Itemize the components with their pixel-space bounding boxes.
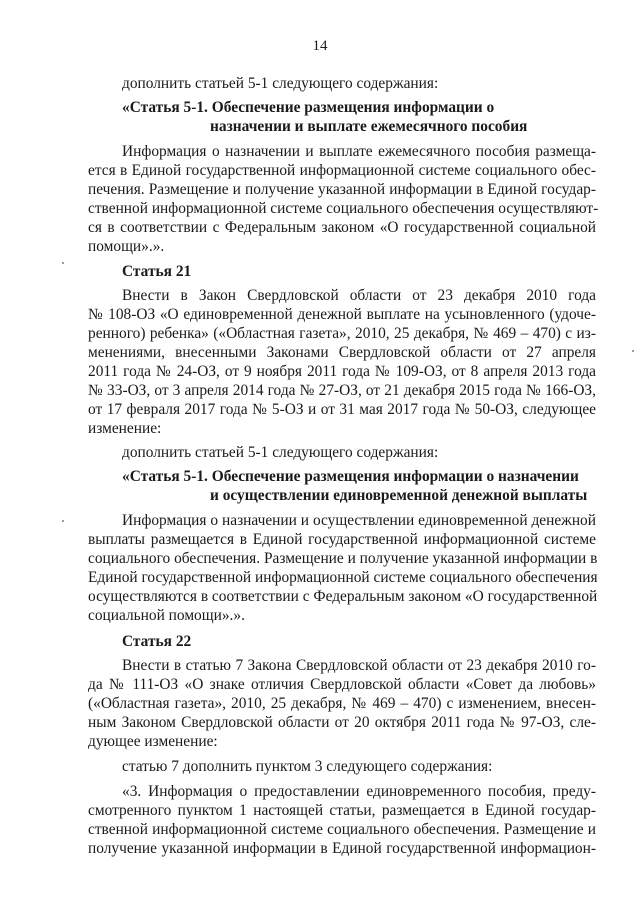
text-line: Внести в Закон Свердловской области от 23 декабря 2010 года (122, 287, 596, 304)
text-line: ется в Единой государственной информационной системе социального обес- (88, 162, 596, 179)
text-line: статью 7 дополнить пунктом 3 следующего содержания: (122, 758, 493, 775)
text-line: социального обеспечения. Размещение и получение указанной информации в (88, 550, 598, 567)
text-line: изменение: (88, 420, 162, 437)
text-line: да № 111-ОЗ «О знаке отличия Свердловской области «Совет да любовь» (88, 676, 596, 693)
text-line: от 17 февраля 2017 года № 5-ОЗ и от 31 мая 2017 года № 50-ОЗ, следующее (88, 401, 596, 418)
text-line: ным Законом Свердловской области от 20 октября 2011 года № 97-ОЗ, сле- (88, 714, 596, 731)
text-line: социальной помощи».». (88, 607, 245, 624)
text-line: смотренного пунктом 1 настоящей статьи, размещается в Единой государ- (88, 802, 596, 819)
text-line: ственной информационной системе социального обеспечения осуществляют- (88, 200, 599, 217)
text-line: № 33-ОЗ, от 3 апреля 2014 года № 27-ОЗ, от 21 декабря 2015 года № 166-ОЗ, (88, 382, 596, 399)
text-line: получение указанной информации в Единой государственной информацион- (88, 840, 596, 857)
text-line: помощи».». (88, 238, 165, 255)
text-line: Внести в статью 7 Закона Свердловской области от 23 декабря 2010 го- (122, 657, 596, 674)
page-number: 14 (312, 38, 328, 54)
text-line: «3. Информация о предоставлении единовременного пособия, преду- (122, 783, 596, 800)
article-heading: «Статья 5-1. Обеспечение размещения информации о (122, 99, 495, 116)
text-line: ренного) ребенка» («Областная газета», 2010, 25 декабря, № 469 – 470) с из- (88, 325, 596, 342)
text-line: 2011 года № 24-ОЗ, от 9 ноября 2011 года № 109-ОЗ, от 8 апреля 2013 года (88, 363, 596, 380)
text-line: дующее изменение: (88, 733, 218, 750)
text-line: ственной информационной системе социального обеспечения. Размещение и (88, 821, 596, 838)
article-title: Статья 22 (122, 633, 192, 650)
scan-speck (62, 520, 64, 522)
text-line: дополнить статьей 5-1 следующего содержания: (122, 75, 439, 92)
article-heading: назначении и выплате ежемесячного пособия (210, 118, 528, 135)
scan-speck (632, 350, 634, 352)
text-line: («Областная газета», 2010, 25 декабря, № 469 – 470) с изменением, внесен- (88, 695, 596, 712)
article-heading: «Статья 5-1. Обеспечение размещения информации о назначении (122, 468, 579, 485)
text-line: Единой государственной информационной системе социального обеспечения (88, 569, 598, 586)
text-line: менениями, внесенными Законами Свердловской области от 27 апреля (88, 344, 596, 361)
text-line: дополнить статьей 5-1 следующего содержания: (122, 444, 439, 461)
text-line: печения. Размещение и получение указанной информации в Единой государ- (88, 181, 596, 198)
scan-speck (62, 262, 64, 264)
article-heading: и осуществлении единовременной денежной выплаты (210, 487, 588, 504)
text-line: выплаты размещается в Единой государственной информационной системе (88, 531, 596, 548)
text-line: Информация о назначении и выплате ежемесячного пособия размеща- (122, 143, 596, 160)
text-line: № 108-ОЗ «О единовременной денежной выплате на усыновленного (удоче- (88, 306, 596, 323)
text-line: осуществляются в соответствии с Федеральным законом «О государственной (88, 588, 598, 605)
text-line: ся в соответствии с Федеральным законом «О государственной социальной (88, 219, 596, 236)
text-line: Информация о назначении и осуществлении единовременной денежной (122, 512, 596, 529)
article-title: Статья 21 (122, 263, 192, 280)
